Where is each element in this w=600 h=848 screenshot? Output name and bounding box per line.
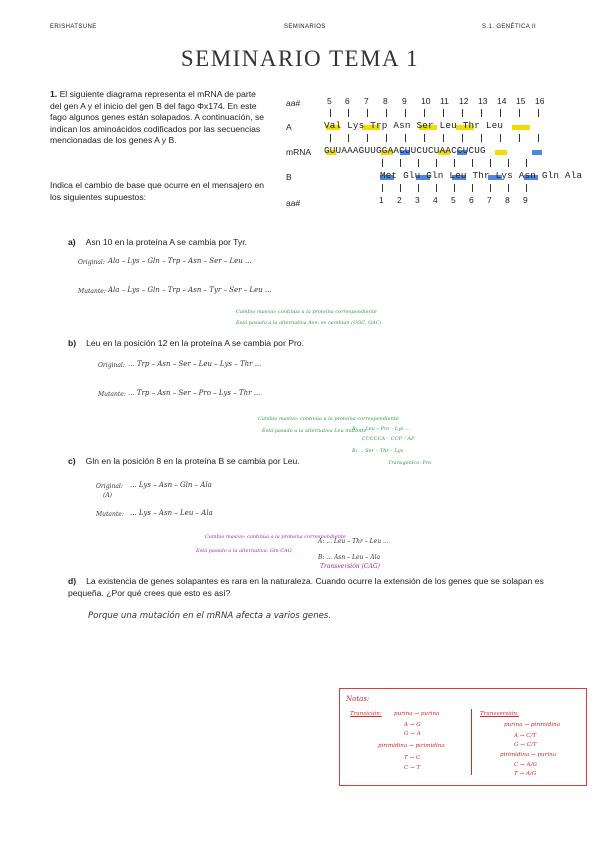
d-answer: Porque una mutación en el mRNA afecta a varios genes. [88, 611, 332, 621]
gene-a-sequence: Val Lys Trp Asn Ser Leu Thr Leu [324, 120, 504, 131]
tick [472, 184, 473, 192]
tick [418, 159, 419, 167]
tick [500, 134, 501, 142]
question-b-text: Leu en la posición 12 en la proteína A se cambia por Pro. [86, 338, 304, 348]
aa-number: 1 [379, 195, 384, 205]
tick [500, 109, 501, 117]
aa-number: 8 [505, 195, 510, 205]
notes-left-5: T → C [404, 755, 421, 761]
c-original-seq: ... Lys – Asn – Gln – Ala [130, 481, 212, 489]
notes-divider [471, 709, 472, 775]
tick [443, 109, 444, 117]
notes-right-6: T → A/G [514, 771, 537, 777]
tick [454, 159, 455, 167]
notes-left-head: Transición: [350, 711, 382, 717]
question-c-text: Gln en la posición 8 en la proteína B se cambia por Leu. [85, 456, 300, 466]
tick [382, 159, 383, 167]
question-a-label: a) [68, 237, 76, 247]
tick [424, 109, 425, 117]
b-note-2: Está pasado a la alternativa Leu mutante [262, 428, 367, 434]
c-original-label: Original: [96, 483, 123, 490]
c-original-sub: (A) [103, 492, 113, 499]
tick [400, 159, 401, 167]
tick [436, 184, 437, 192]
tick [481, 109, 482, 117]
highlight-a [512, 125, 530, 130]
gene-a-label: A [286, 122, 292, 132]
b-original-seq: ... Trp – Asn – Ser – Leu – Lys – Thr ... [128, 360, 262, 368]
tick [538, 134, 539, 142]
tick [526, 159, 527, 167]
tick [443, 134, 444, 142]
tick [490, 184, 491, 192]
c-note-1: Cambio masivo: continúa a la proteína correspondiente [205, 534, 346, 540]
aa-number: 3 [415, 195, 420, 205]
b-mutant-seq: ... Trp – Asn – Ser – Pro – Lys – Thr ... [128, 389, 261, 397]
tick [462, 134, 463, 142]
aa-number: 2 [397, 195, 402, 205]
a-original-label: Original: [78, 259, 105, 266]
a-original-seq: Ala – Lys – Gln – Trp – Asn – Ser – Leu ... [108, 257, 252, 265]
header-right: S.1. GENÉTICA II [482, 24, 537, 30]
intro-text: El siguiente diagrama representa el mRNA de parte del gen A y el inicio del gen B del fago Φx174. En este fago algunos genes están solapados. A continuación, se indican los aminoácidos codificados por las secuencias mencionadas de los genes A y B. [50, 89, 265, 146]
aa-label-bottom: aa# [286, 198, 301, 208]
aa-number: 6 [469, 195, 474, 205]
aa-number: 15 [516, 96, 526, 106]
gene-b-sequence: Met Glu Gln Leu Thr Lys Asn Gln Ala [380, 170, 583, 181]
header-center: SEMINARIOS [284, 24, 326, 30]
b-note-3: B: ... Leu – Pro – Lys ... [352, 426, 410, 432]
a-note-2: Está pasado a la alternativa Asn: se cambian (UGC, GAC) [236, 320, 382, 326]
tick [330, 134, 331, 142]
aa-number: 6 [345, 96, 350, 106]
c-mutant-label: Mutante: [96, 511, 124, 518]
tick [472, 159, 473, 167]
a-mutant-label: Mutante: [78, 288, 106, 295]
b-original-label: Original: [98, 362, 125, 369]
b-note-5: B: ... Ser – Thr – Lys [352, 448, 404, 454]
notes-right-2: A → C/T [514, 733, 537, 739]
aa-number: 11 [440, 96, 449, 106]
aa-number: 5 [451, 195, 456, 205]
aa-number: 5 [327, 96, 332, 106]
notes-title: Notas: [346, 695, 370, 703]
tick [418, 184, 419, 192]
tick [348, 109, 349, 117]
tick [481, 134, 482, 142]
aa-number: 9 [523, 195, 528, 205]
tick [519, 109, 520, 117]
aa-number: 8 [383, 96, 388, 106]
question-d-label: d) [68, 576, 77, 586]
tick [367, 134, 368, 142]
question-c [68, 456, 300, 466]
overlap-diagram [286, 92, 583, 212]
aa-number: 4 [433, 195, 438, 205]
c-note-4: B: ... Asn – Leu – Ala [318, 554, 381, 561]
notes-box [339, 688, 587, 786]
tick [454, 184, 455, 192]
tick [538, 109, 539, 117]
notes-left-1: purina → purina [394, 711, 440, 717]
highlight-mrna [532, 150, 542, 155]
b-mutant-label: Mutante: [98, 391, 126, 398]
mrna-sequence: GUUAAAGUUGGAACUUCUCUAACCUCUG [324, 145, 486, 156]
tick [508, 159, 509, 167]
mrna-label: mRNA [286, 147, 312, 157]
highlight-mrna [495, 150, 507, 155]
aa-number: 7 [487, 195, 492, 205]
b-note-6: Transgénico: Pro [388, 460, 432, 466]
notes-right-head: Transversión: [480, 711, 519, 717]
aa-number: 14 [497, 96, 507, 106]
tick [526, 184, 527, 192]
c-note-2: Está pasado a la alternativa: Gln CAG [196, 548, 292, 554]
b-note-1: Cambio masivo: continúa a la proteína correspondiente [258, 416, 399, 422]
c-mutant-seq: ... Lys – Asn – Leu – Ala [130, 509, 213, 517]
gene-b-label: B [286, 172, 292, 182]
question-d [68, 575, 568, 599]
aa-number: 16 [535, 96, 545, 106]
notes-left-2: A → G [404, 722, 421, 728]
question-c-label: c) [68, 456, 76, 466]
tick [382, 184, 383, 192]
notes-left-4: pirimidina → pirimidina [378, 743, 445, 749]
tick [405, 134, 406, 142]
tick [508, 184, 509, 192]
aa-number: 12 [459, 96, 469, 106]
tick [424, 134, 425, 142]
tick [490, 159, 491, 167]
aa-number: 7 [364, 96, 369, 106]
c-note-5: Transversión (CAG) [320, 563, 380, 570]
notes-left-3: G → A [404, 731, 421, 737]
header-left: ERISHATSUNE [50, 24, 97, 30]
notes-right-3: G → C/T [514, 742, 537, 748]
notes-right-1: purina → pirimidina [504, 722, 561, 728]
b-note-4: CUCCCA – CCP – AP [362, 436, 415, 442]
tick [330, 109, 331, 117]
notes-right-4: pirimidina → purina [500, 752, 557, 758]
c-note-3: A: ... Leu – Thr – Leu ... [318, 538, 389, 545]
notes-left-6: C → T [404, 765, 421, 771]
tick [519, 134, 520, 142]
question-a [68, 237, 247, 247]
tick [386, 109, 387, 117]
notes-right-5: C → A/G [514, 762, 537, 768]
question-number: 1. [50, 89, 58, 99]
tick [405, 109, 406, 117]
question-d-text: La existencia de genes solapantes es rara en la naturaleza. Cuando ocurre la extensión de los genes que se solapan es pequeña. ¿Por qué crees que esto es así? [68, 576, 544, 598]
page-title: SEMINARIO TEMA 1 [180, 46, 420, 71]
intro-ask: Indica el cambio de base que ocurre en el mensajero en los siguientes supuestos: [50, 180, 265, 202]
tick [400, 184, 401, 192]
intro-paragraph [50, 89, 268, 147]
question-b-label: b) [68, 338, 77, 348]
question-a-text: Asn 10 en la proteína A se cambia por Tyr. [85, 237, 247, 247]
aa-number: 13 [478, 96, 488, 106]
question-b [68, 338, 304, 348]
a-mutant-seq: Ala – Lys – Gln – Trp – Asn – Tyr – Ser – Leu ... [108, 286, 272, 294]
tick [462, 109, 463, 117]
tick [386, 134, 387, 142]
aa-number: 9 [402, 96, 407, 106]
tick [367, 109, 368, 117]
aa-number: 10 [421, 96, 431, 106]
tick [436, 159, 437, 167]
tick [348, 134, 349, 142]
a-note-1: Cambio masivo: continúa a la proteína correspondiente [236, 309, 377, 315]
aa-label-top: aa# [286, 98, 301, 108]
